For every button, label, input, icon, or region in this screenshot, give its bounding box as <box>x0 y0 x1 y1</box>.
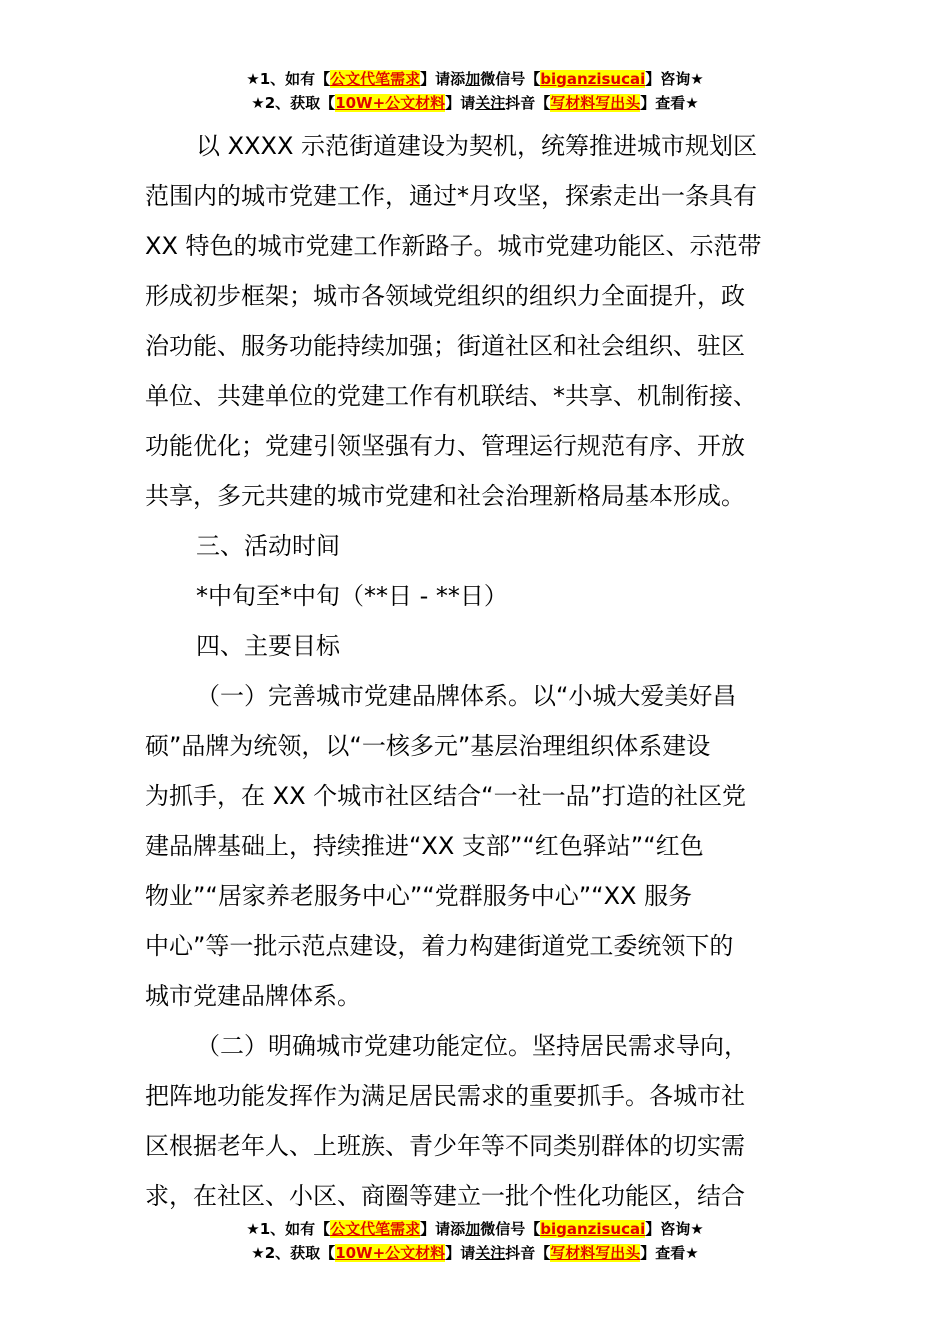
banner-text: 】咨询★ <box>645 70 704 88</box>
paragraph-line: 把阵地功能发挥作为满足居民需求的重要抓手。各城市社 <box>145 1082 745 1110</box>
paragraph-line: （二）明确城市党建功能定位。坚持居民需求导向， <box>196 1032 748 1060</box>
paragraph-line: 共享，多元共建的城市党建和社会治理新格局基本形成。 <box>145 482 745 510</box>
paragraph-line: 范围内的城市党建工作，通过*月攻坚，探索走出一条具有 <box>145 182 757 210</box>
banner-text: 】请添 <box>420 1220 466 1238</box>
footer-banner <box>0 1218 950 1266</box>
paragraph-line: （一）完善城市党建品牌体系。以“小城大爱美好昌 <box>196 682 737 710</box>
highlight-materials[interactable]: 10W+公文材料 <box>335 1244 446 1262</box>
paragraph-line: 硕”品牌为统领，以“一核多元”基层治理组织体系建设 <box>145 732 711 760</box>
banner-line-2 <box>0 1242 950 1266</box>
section-heading: 三、活动时间 <box>196 532 340 560</box>
banner-text: 】请 <box>445 1244 476 1262</box>
paragraph-line: 城市党建品牌体系。 <box>145 982 361 1010</box>
banner-underlined: 加 <box>465 1220 481 1238</box>
banner-text: 】请添 <box>420 70 466 88</box>
banner-text: 】查看★ <box>640 94 699 112</box>
document-body <box>145 121 805 1221</box>
banner-text: 微信号【 <box>480 70 541 88</box>
banner-text: ★2、获取【 <box>251 1244 336 1262</box>
highlight-douyin[interactable]: 写材料写出头 <box>550 94 641 112</box>
banner-text: 抖音【 <box>505 1244 551 1262</box>
banner-line-1 <box>0 68 950 92</box>
banner-text: 抖音【 <box>505 94 551 112</box>
paragraph-line: 单位、共建单位的党建工作有机联结、*共享、机制衔接、 <box>145 382 757 410</box>
highlight-douyin[interactable]: 写材料写出头 <box>550 1244 641 1262</box>
paragraph-line: 建品牌基础上，持续推进“XX 支部”“红色驿站”“红色 <box>145 832 704 860</box>
paragraph-line: *中旬至*中旬（**日 - **日） <box>196 582 508 610</box>
banner-text: ★2、获取【 <box>251 94 336 112</box>
banner-text: 】请 <box>445 94 476 112</box>
banner-underlined: 关注 <box>475 1244 506 1262</box>
banner-text: ★1、如有【 <box>246 70 331 88</box>
highlight-service[interactable]: 公文代笔需求 <box>330 70 421 88</box>
banner-text: 微信号【 <box>480 1220 541 1238</box>
paragraph-line: 区根据老年人、上班族、青少年等不同类别群体的切实需 <box>145 1132 745 1160</box>
paragraph-line: 形成初步框架；城市各领域党组织的组织力全面提升，政 <box>145 282 745 310</box>
paragraph-line: XX 特色的城市党建工作新路子。城市党建功能区、示范带 <box>145 232 762 260</box>
paragraph-line: 功能优化；党建引领坚强有力、管理运行规范有序、开放 <box>145 432 745 460</box>
highlight-materials[interactable]: 10W+公文材料 <box>335 94 446 112</box>
banner-line-1 <box>0 1218 950 1242</box>
highlight-wechat-id[interactable]: biganzisucai <box>540 1220 646 1238</box>
banner-underlined: 加 <box>465 70 481 88</box>
banner-text: 】查看★ <box>640 1244 699 1262</box>
banner-text: 】咨询★ <box>645 1220 704 1238</box>
banner-underlined: 关注 <box>475 94 506 112</box>
paragraph-line: 物业”“居家养老服务中心”“党群服务中心”“XX 服务 <box>145 882 693 910</box>
highlight-service[interactable]: 公文代笔需求 <box>330 1220 421 1238</box>
paragraph-line: 治功能、服务功能持续加强；街道社区和社会组织、驻区 <box>145 332 745 360</box>
paragraph-line: 为抓手，在 XX 个城市社区结合“一社一品”打造的社区党 <box>145 782 747 810</box>
section-heading: 四、主要目标 <box>196 632 340 660</box>
paragraph-line: 求，在社区、小区、商圈等建立一批个性化功能区，结合 <box>145 1182 745 1210</box>
paragraph-line: 中心”等一批示范点建设，着力构建街道党工委统领下的 <box>145 932 734 960</box>
highlight-wechat-id[interactable]: biganzisucai <box>540 70 646 88</box>
header-banner <box>0 68 950 116</box>
banner-text: ★1、如有【 <box>246 1220 331 1238</box>
banner-line-2 <box>0 92 950 116</box>
paragraph-line: 以 XXXX 示范街道建设为契机，统筹推进城市规划区 <box>196 132 758 160</box>
